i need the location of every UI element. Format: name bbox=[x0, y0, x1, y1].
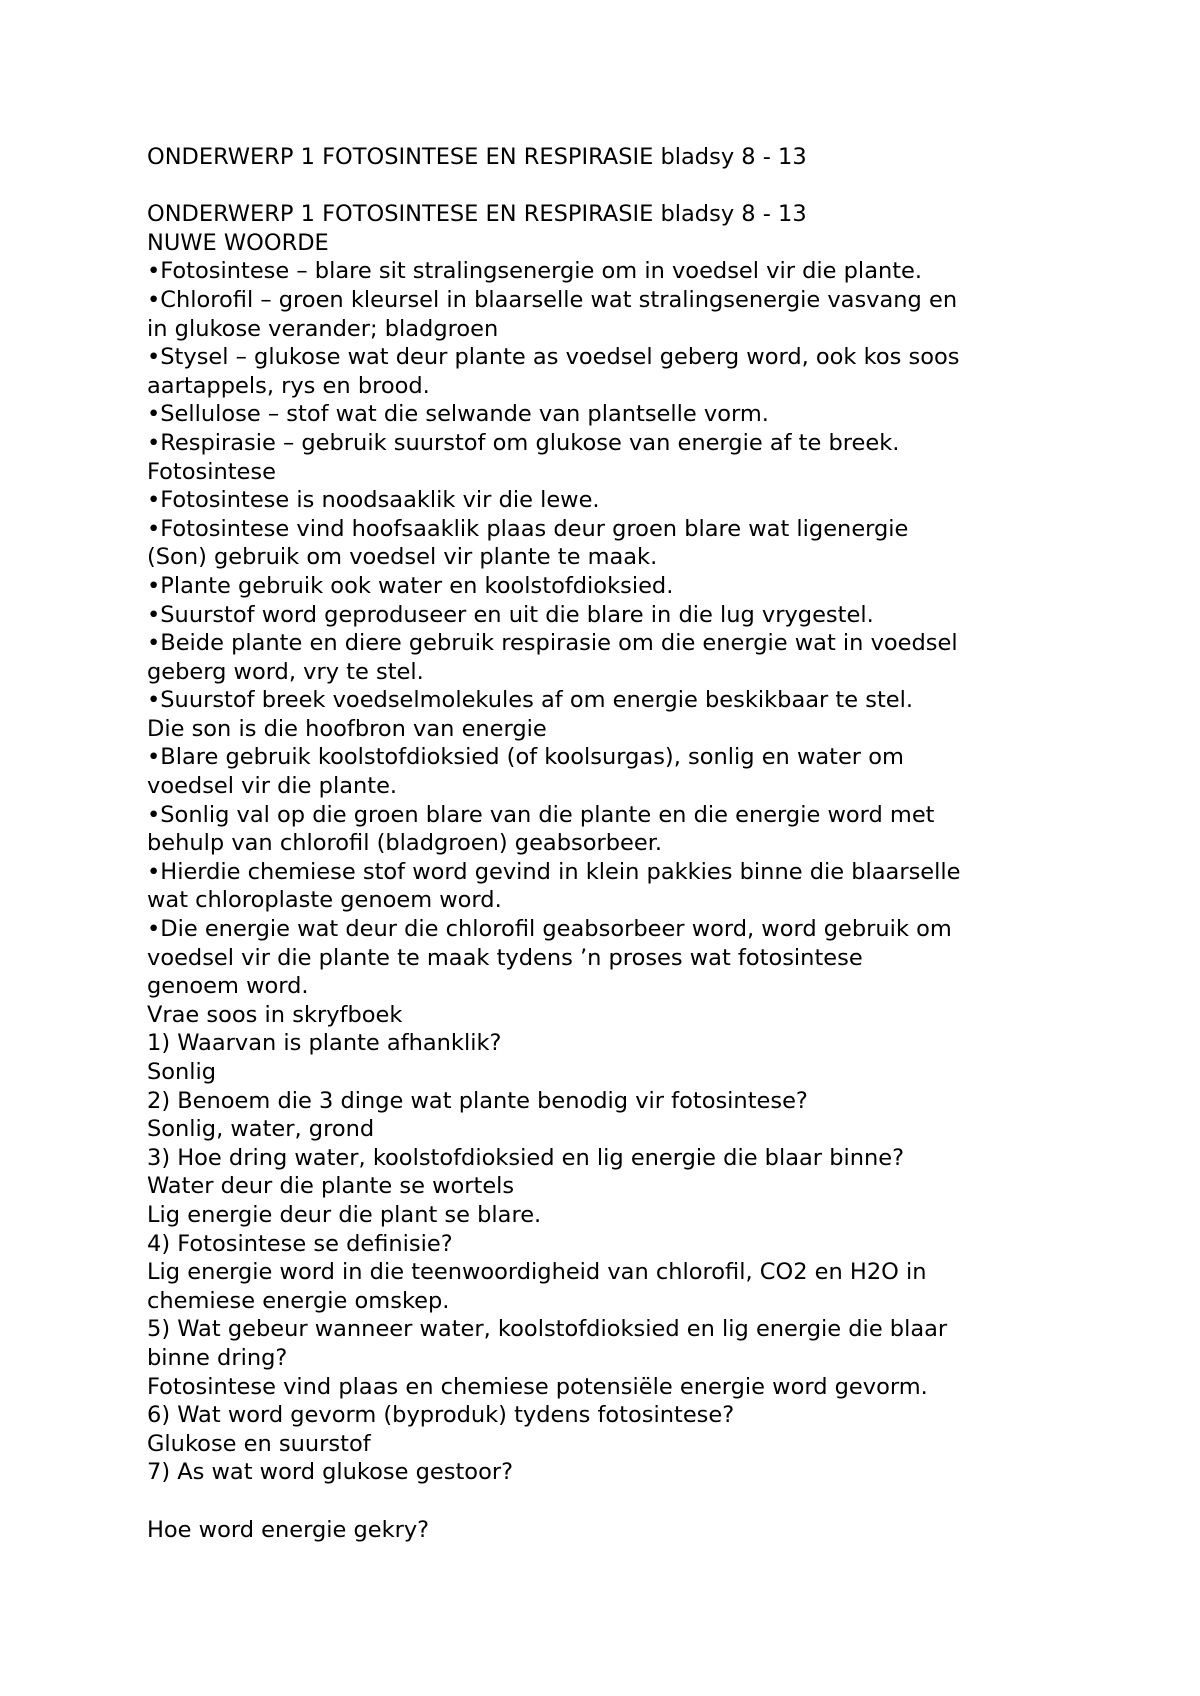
text-line: 3) Hoe dring water, koolstofdioksied en lig energie die blaar binne? bbox=[147, 1144, 905, 1171]
text-line: voedsel vir die plante te maak tydens ’n proses wat fotosintese bbox=[147, 944, 863, 971]
blank-line bbox=[147, 172, 1077, 201]
text-line: aartappels, rys en brood. bbox=[147, 372, 430, 399]
text-line: binne dring? bbox=[147, 1344, 288, 1371]
text-line: 4) Fotosintese se definisie? bbox=[147, 1230, 453, 1257]
text-line: voedsel vir die plante. bbox=[147, 773, 398, 800]
text-line: NUWE WOORDE bbox=[147, 229, 329, 256]
text-line: •Plante gebruik ook water en koolstofdioksied. bbox=[147, 572, 674, 599]
text-line: wat chloroplaste genoem word. bbox=[147, 887, 502, 914]
text-line: Fotosintese vind plaas en chemiese potensiële energie word gevorm. bbox=[147, 1373, 928, 1400]
text-line: •Suurstof breek voedselmolekules af om energie beskikbaar te stel. bbox=[147, 687, 914, 714]
text-line: 5) Wat gebeur wanneer water, koolstofdioksied en lig energie die blaar bbox=[147, 1316, 948, 1343]
text-line: Die son is die hoofbron van energie bbox=[147, 715, 547, 742]
document-heading: ONDERWERP 1 FOTOSINTESE EN RESPIRASIE bladsy 8 - 13 bbox=[147, 144, 807, 170]
text-line: •Stysel – glukose wat deur plante as voedsel geberg word, ook kos soos bbox=[147, 344, 960, 371]
document-body bbox=[147, 229, 1077, 1487]
document-page bbox=[147, 143, 1077, 1544]
text-line: •Blare gebruik koolstofdioksied (of koolsurgas), sonlig en water om bbox=[147, 744, 904, 771]
text-line: •Sellulose – stof wat die selwande van plantselle vorm. bbox=[147, 401, 769, 428]
text-line: Sonlig, water, grond bbox=[147, 1116, 375, 1143]
text-line: •Suurstof word geproduseer en uit die blare in die lug vrygestel. bbox=[147, 601, 874, 628]
text-line: 1) Waarvan is plante afhanklik? bbox=[147, 1030, 502, 1057]
text-line: •Respirasie – gebruik suurstof om glukose van energie af te breek. bbox=[147, 429, 900, 456]
text-line: •Hierdie chemiese stof word gevind in klein pakkies binne die blaarselle bbox=[147, 858, 961, 885]
text-line: behulp van chlorofil (bladgroen) geabsorbeer. bbox=[147, 830, 663, 857]
text-line: •Fotosintese is noodsaaklik vir die lewe. bbox=[147, 487, 600, 514]
text-line: Glukose en suurstof bbox=[147, 1430, 371, 1457]
text-line: 7) As wat word glukose gestoor? bbox=[147, 1459, 514, 1486]
text-line: Water deur die plante se wortels bbox=[147, 1173, 515, 1200]
closing-question: Hoe word energie gekry? bbox=[147, 1516, 430, 1543]
text-line: geberg word, vry te stel. bbox=[147, 658, 424, 685]
text-line: (Son) gebruik om voedsel vir plante te maak. bbox=[147, 544, 658, 571]
text-line: •Die energie wat deur die chlorofil geabsorbeer word, word gebruik om bbox=[147, 916, 952, 943]
text-line: in glukose verander; bladgroen bbox=[147, 315, 499, 342]
blank-line bbox=[147, 1487, 1077, 1516]
text-line: Sonlig bbox=[147, 1059, 217, 1085]
text-line: Fotosintese bbox=[147, 458, 276, 485]
text-line: 2) Benoem die 3 dinge wat plante benodig vir fotosintese? bbox=[147, 1087, 808, 1114]
text-line: Lig energie word in die teenwoordigheid van chlorofil, CO2 en H2O in bbox=[147, 1259, 927, 1286]
text-line: •Chlorofil – groen kleursel in blaarselle wat stralingsenergie vasvang en bbox=[147, 286, 958, 313]
text-line: •Fotosintese – blare sit stralingsenergie om in voedsel vir die plante. bbox=[147, 258, 923, 285]
text-line: genoem word. bbox=[147, 973, 309, 1000]
text-line: Lig energie deur die plant se blare. bbox=[147, 1201, 542, 1228]
document-heading-repeat: ONDERWERP 1 FOTOSINTESE EN RESPIRASIE bladsy 8 - 13 bbox=[147, 201, 807, 228]
text-line: •Sonlig val op die groen blare van die plante en die energie word met bbox=[147, 801, 935, 828]
text-line: 6) Wat word gevorm (byproduk) tydens fotosintese? bbox=[147, 1402, 735, 1429]
text-line: chemiese energie omskep. bbox=[147, 1287, 450, 1314]
text-line: •Beide plante en diere gebruik respirasie om die energie wat in voedsel bbox=[147, 630, 958, 657]
text-line: Vrae soos in skryfboek bbox=[147, 1001, 403, 1028]
text-line: •Fotosintese vind hoofsaaklik plaas deur groen blare wat ligenergie bbox=[147, 515, 909, 542]
